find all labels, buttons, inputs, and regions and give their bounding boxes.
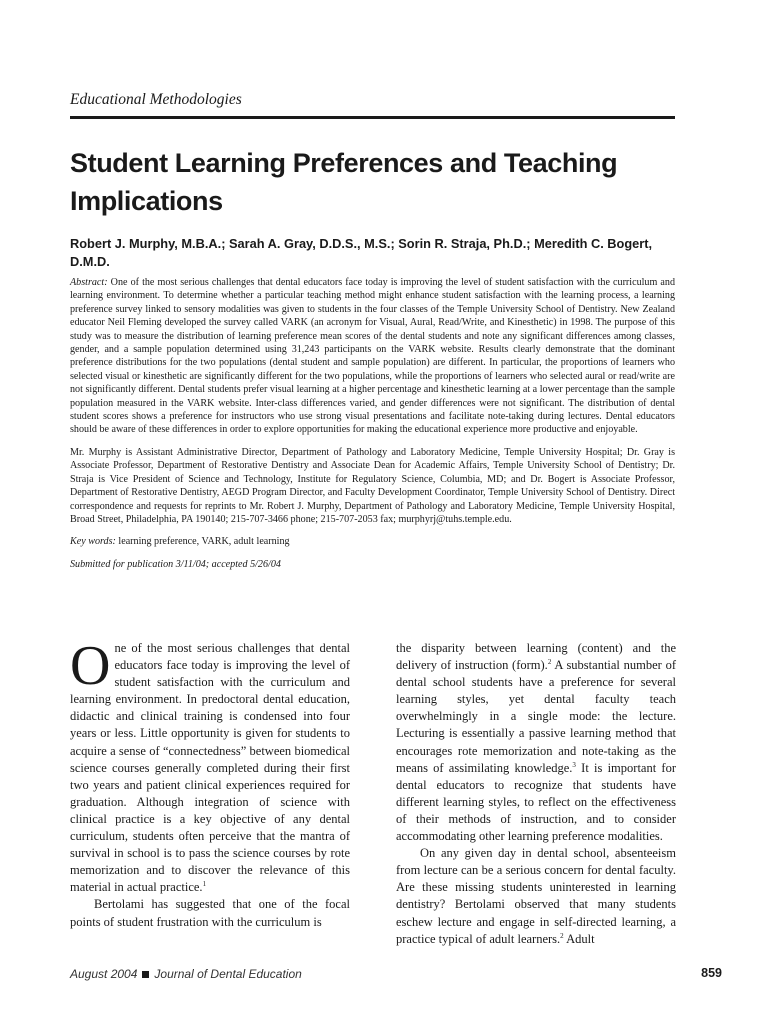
reference-marker: 3 <box>572 760 576 769</box>
square-bullet-icon <box>142 971 149 978</box>
paragraph-text: the disparity between learning (content) and the delivery of instruction (form). <box>396 641 676 673</box>
drop-cap: O <box>70 635 111 697</box>
body-paragraph: Bertolami has suggested that one of the focal points of student frustration with the curriculum is <box>70 897 350 929</box>
reference-marker: 2 <box>547 658 552 667</box>
body-paragraph <box>396 845 676 948</box>
body-column-right <box>396 640 676 948</box>
paragraph-text: A substantial number of dental school students have a preference for several learning styles, yet dental faculty teach overwhelmingly in a single mode: the lecture. Lecturing is essentially a passive learning method that encourages rote memorization and note-taking as the means of assimilating knowledge. <box>396 658 676 775</box>
submission-dates: Submitted for publication 3/11/04; accepted 5/26/04 <box>70 558 281 570</box>
abstract-text: One of the most serious challenges that dental educators face today is improving the level of student satisfaction with the curriculum and learning environment. To determine whether a particular teaching method might enhance student satisfaction with the learning process, a learning preference survey linked to sensory modalities was given to students in the four classes of the Temple University School of Dentistry. New Zealand educator Neil Fleming developed the survey called VARK (an acronym for Visual, Aural, Read/Write, and Kinesthetic) in 1998. The purpose of this study was to measure the distribution of learning preference mean scores of the dental students and note any significant differences among classes, gender, and a sample population determined using 31,243 participants on the VARK website. Results clearly demonstrate that the dominant preference distributions for the two populations (dental student and sample population) are different. In particular, the proportions of learners who selected visual or kinesthetic are significantly different for the two populations, while the proportions of learners who selected aural or read/write are not significantly different. Dental students prefer visual learning at a higher percentage and kinesthetic learning at a lower percentage than the sample population measured in the VARK website. Inter-class differences varied, and gender differences were not significant. The distribution of dental student scores shows a preference for instructors who use strong visual presentations and facilitate note-taking during lectures. Dental educators should be aware of these differences in order to explore opportunities for making the educational experience more productive and enjoyable. <box>70 277 675 436</box>
section-heading: Educational Methodologies <box>70 91 242 108</box>
paragraph-text: It is important for dental educators to recognize that students have different learning styles, to reflect on the effectiveness of their methods of instruction, and to consider accommodating other learning preference modalities. <box>396 760 676 844</box>
paragraph-text: ne of the most serious challenges that dental educators face today is improving the level of student satisfaction with the curriculum and learning environment. In predoctoral dental education, didactic and clinical training is condensed into four years or less. Little opportunity is given for students to acquire a sense of “connectedness” between biomedical science courses generally completed during their first two years and patient clinical experiences required for graduation. Although integration of science with clinical practice is a key objective of any dental curriculum, students often perceive that the mantra of survival in school is to pass the science courses by rote memorization and to discover the relevance of this material in actual practice. <box>70 641 350 895</box>
reference-marker: 1 <box>202 880 207 889</box>
journal-name: Journal of Dental Education <box>154 967 302 981</box>
reference-marker: 2 <box>560 931 564 940</box>
paragraph-text: On any given day in dental school, absenteeism from lecture can be a serious concern for dental faculty. Are these missing students uninterested in learning dentistry? Bertolami observed that many students eschew lecture and engage in self-directed learning, a practice typical of adult learners. <box>396 846 676 946</box>
paragraph-text: Adult <box>563 931 595 946</box>
body-column-left <box>70 635 350 931</box>
body-paragraph <box>396 640 676 845</box>
author-affiliations: Mr. Murphy is Assistant Administrative Director, Department of Pathology and Laboratory Medicine, Temple University Hospital; Dr. Gray is Associate Professor, Department of Restorative Dentistry and Associate Dean for Academic Affairs, Temple University School of Dentistry; Dr. Straja is Vice President of Science and Technology, Institute for Regulatory Science, Columbia, MD; and Dr. Bogert is Associate Professor, Department of Restorative Dentistry, AEGD Program Director, and Faculty Development Coordinator, Temple University School of Dentistry. Direct correspondence and requests for reprints to Mr. Robert J. Murphy, Department of Pathology and Laboratory Medicine, Temple University Hospital, Broad Street, Philadelphia, PA 190140; 215-707-3466 phone; 215-707-2053 fax; murphyrj@tuhs.temple.edu. <box>70 446 675 525</box>
page-number: 859 <box>701 966 722 980</box>
issue-date: August 2004 <box>70 967 138 981</box>
body-paragraph <box>70 635 350 896</box>
abstract-label: Abstract: <box>70 277 108 288</box>
abstract <box>70 276 675 437</box>
author-list: Robert J. Murphy, M.B.A.; Sarah A. Gray, D.D.S., M.S.; Sorin R. Straja, Ph.D.; Meredith C. Bogert, D.M.D. <box>70 236 653 269</box>
keywords <box>70 535 675 548</box>
keywords-label: Key words: <box>70 536 116 548</box>
running-footer <box>70 967 302 981</box>
article-title: Student Learning Preferences and Teaching Implications <box>70 148 618 216</box>
front-matter <box>70 276 675 571</box>
header-rule <box>70 116 675 119</box>
keywords-text: learning preference, VARK, adult learning <box>118 536 290 548</box>
